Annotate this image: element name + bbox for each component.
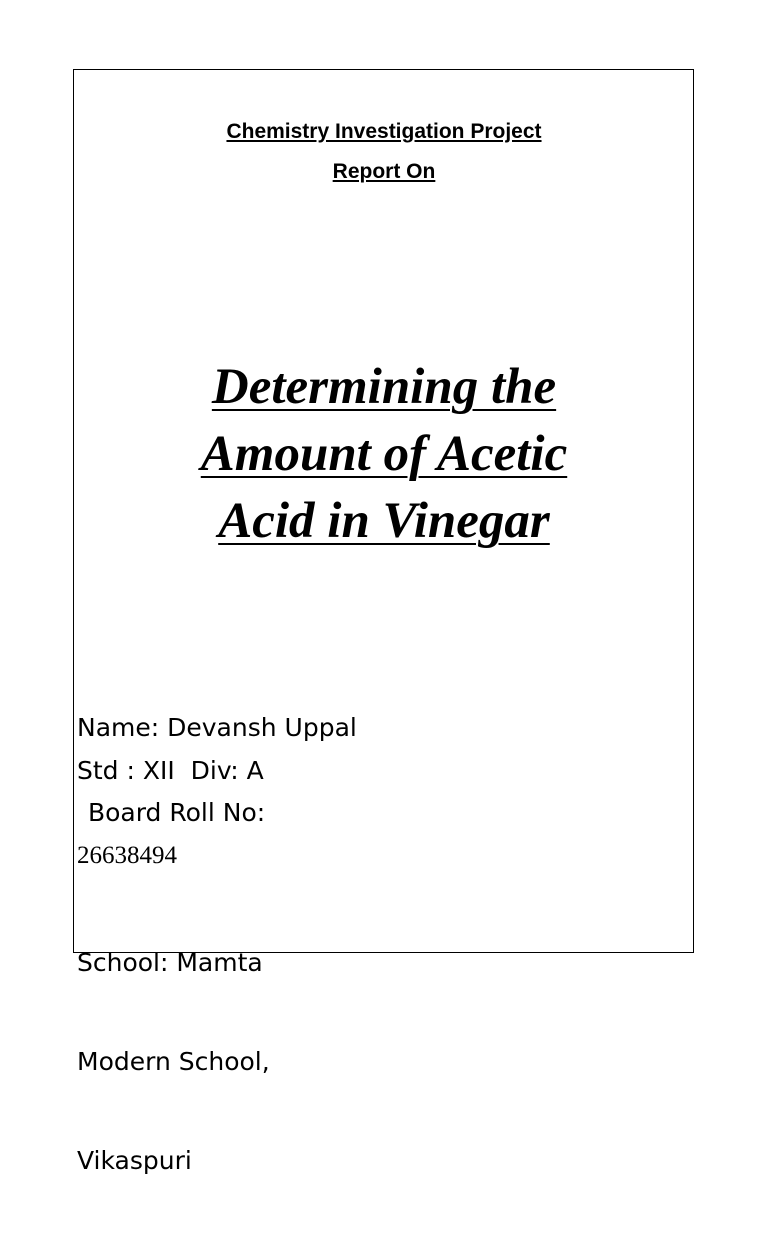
student-std-div: Std : XII Div: A xyxy=(77,756,264,785)
school-line: Vikaspuri xyxy=(77,1146,192,1175)
school-line: School: Mamta xyxy=(77,948,263,977)
school-name xyxy=(77,880,270,1243)
student-name: Name: Devansh Uppal xyxy=(77,713,357,742)
title-line: Amount of Acetic xyxy=(200,426,568,482)
title-line: Determining the xyxy=(211,359,557,415)
title-line: Acid in Vinegar xyxy=(218,493,550,549)
board-roll-number: 26638494 xyxy=(77,842,177,869)
project-heading: Chemistry Investigation Project xyxy=(226,120,542,143)
report-on-heading: Report On xyxy=(332,160,436,183)
school-line: Modern School, xyxy=(77,1047,270,1076)
board-roll-label: Board Roll No: xyxy=(80,798,266,827)
report-title xyxy=(0,354,768,555)
